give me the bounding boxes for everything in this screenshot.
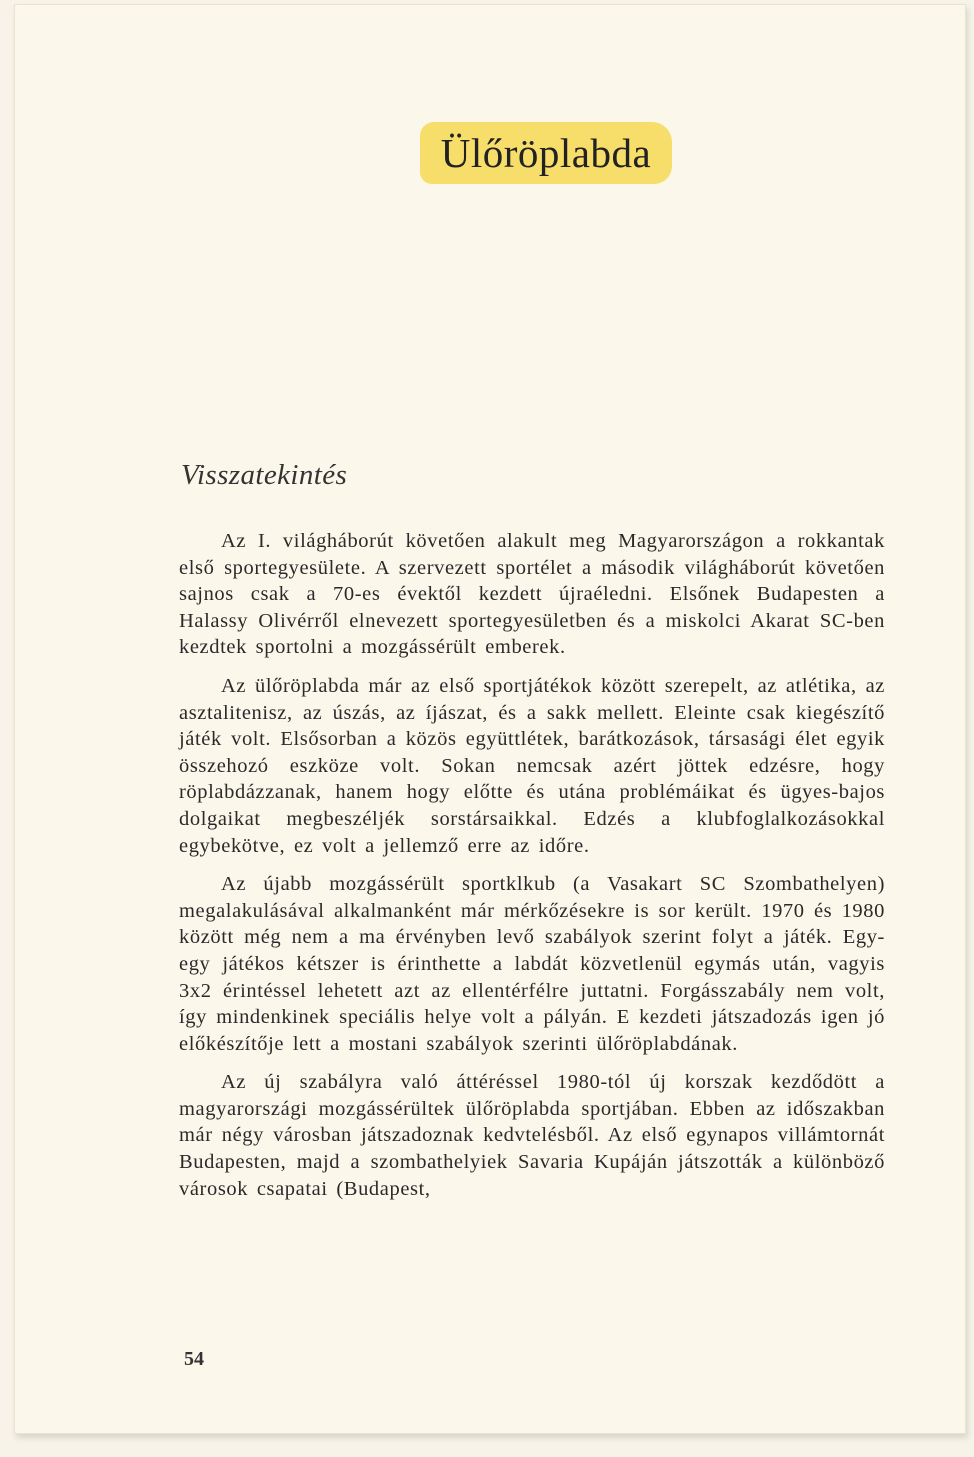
book-page xyxy=(14,4,966,1434)
paragraph: Az I. világháborút követően alakult meg Magyarországon a rokkantak első sportegyesülete. A szervezett sportélet a második világháborút követően sajnos csak a 70-es évektől kezdett újraéledni. Elsőnek Budapesten a Halassy Olivérről elnevezett sportegyesületben és a miskolci Akarat SC-ben kezdtek sportolni a mozgássérült emberek. xyxy=(179,530,885,659)
page-number: 54 xyxy=(184,1348,204,1370)
paragraph: Az ülőröplabda már az első sportjátékok között szerepelt, az atlétika, az asztalitenisz, az úszás, az íjászat, és a sakk mellett. Eleinte csak kiegészítő játék volt. Elsősorban a közös együttlétek, barátkozások, társasági élet egyik összehozó eszköze volt. Sokan nemcsak azért jöttek edzésre, hogy röplabdázzanak, hanem hogy előtte és utána problémáikat és ügyes-bajos dolgaikat megbeszéljék sorstársaikkal. Edzés a klubfoglalkozásokkal egybekötve, ez volt a jellemző erre az időre. xyxy=(179,674,885,857)
body-text xyxy=(179,528,885,1214)
page-title: Ülőröplabda xyxy=(440,130,652,176)
section-heading: Visszatekintés xyxy=(181,459,348,491)
paragraph: Az új szabályra való áttéréssel 1980-tól új korszak kezdődött a magyarországi mozgássérültek ülőröplabda sportjában. Ebben az időszakban már négy városban játszadoznak kedvtelésből. Az első egynapos villámtornát Budapesten, majd a szombathelyiek Savaria Kupáján játszották a különböző városok csapatai (Budapest, xyxy=(179,1071,885,1200)
paragraph: Az újabb mozgássérült sportklkub (a Vasakart SC Szombathelyen) megalakulásával alkalmanként már mérkőzésekre is sor került. 1970 és 1980 között még nem a ma érvényben levő szabályok szerint folyt a játék. Egy-egy játékos kétszer is érinthette a labdát közvetlenül egymás után, vagyis 3x2 érintéssel lehetett azt az ellentérfélre juttatni. Forgásszabály nem volt, így mindenkinek speciális helye volt a pályán. E kezdeti játszadozás igen jó előkészítője lett a mostani szabályok szerinti ülőröplabdának. xyxy=(179,873,885,1055)
title-highlight xyxy=(420,122,672,184)
